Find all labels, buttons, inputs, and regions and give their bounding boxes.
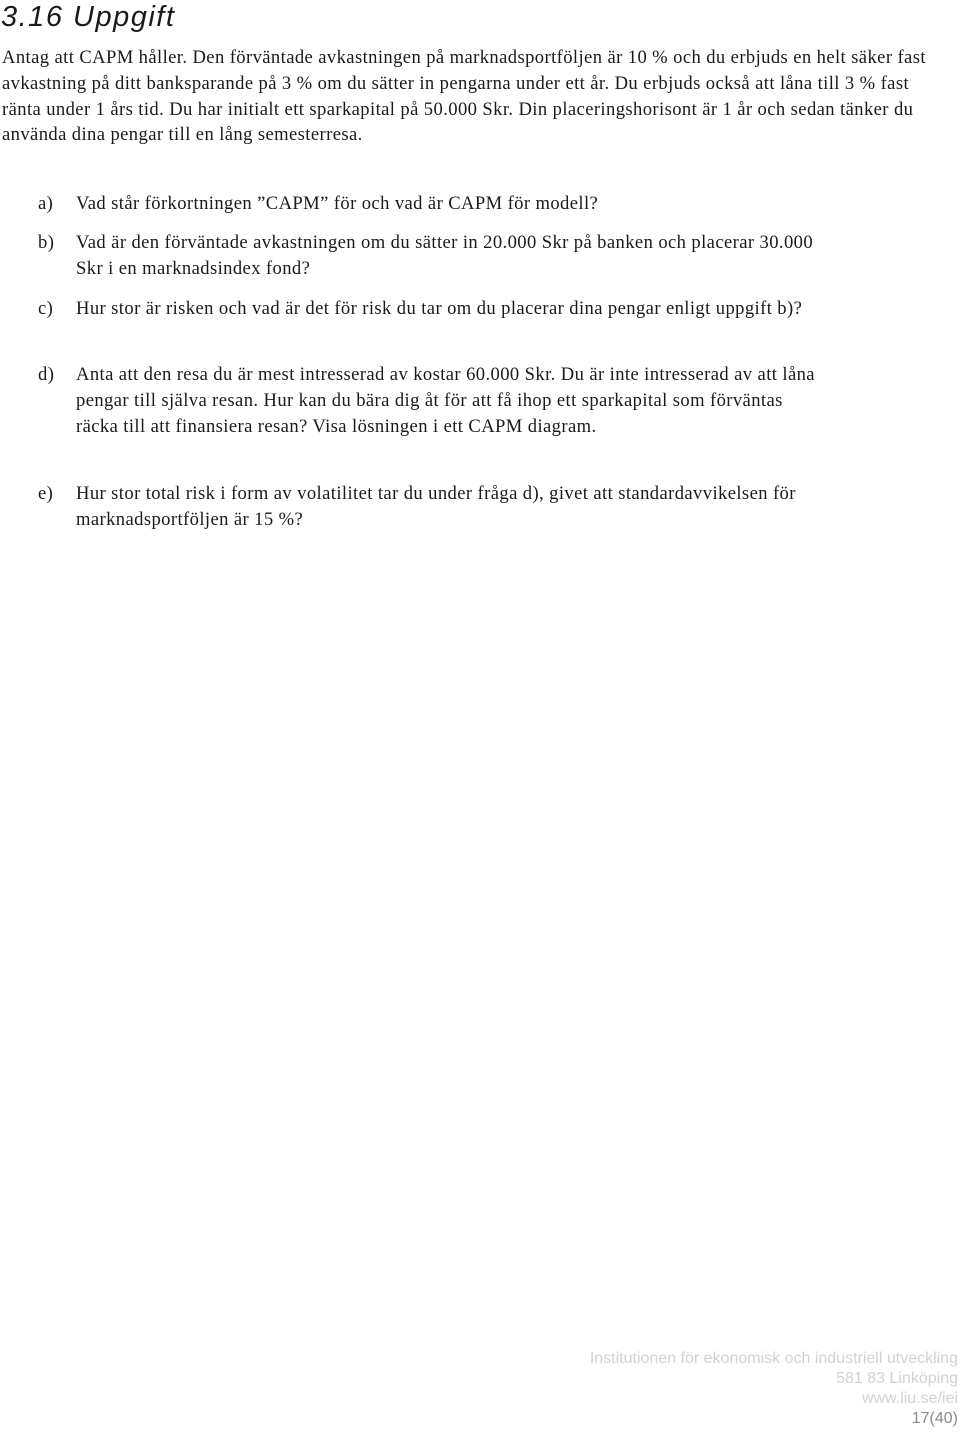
- page-title: 3.16 Uppgift: [1, 1, 176, 33]
- task-letter: e): [38, 483, 54, 504]
- task-text: Hur stor total risk i form av volatilitet tar du under fråga d), givet att standardavvikelsen för marknadsportföljen är 15 %?: [76, 483, 796, 530]
- task-letter: d): [38, 364, 55, 385]
- task-text: Hur stor är risken och vad är det för risk du tar om du placerar dina pengar enligt uppgift b)?: [76, 298, 803, 319]
- task-letter: c): [38, 298, 54, 319]
- intro-paragraph: Antag att CAPM håller. Den förväntade avkastningen på marknadsportföljen är 10 % och du erbjuds en helt säker fast avkastning på ditt banksparande på 3 % om du sätter in pengarna under ett år. Du erbjuds också att låna till 3 % fast ränta under 1 års tid. Du har initialt ett sparkapital på 50.000 Skr. Din placeringshorisont är 1 år och sedan tänker du använda dina pengar till en lång semesterresa.: [2, 47, 926, 146]
- footer-address: 581 83 Linköping: [836, 1370, 958, 1387]
- task-text: Vad är den förväntade avkastningen om du sätter in 20.000 Skr på banken och placerar 30.000 Skr i en marknadsindex fond?: [76, 232, 814, 279]
- task-letter: a): [38, 193, 54, 214]
- task-text: Vad står förkortningen ”CAPM” för och vad är CAPM för modell?: [76, 193, 599, 214]
- footer-website: www.liu.se/iei: [861, 1390, 958, 1407]
- footer-institution: Institutionen för ekonomisk och industriell utveckling: [589, 1350, 958, 1367]
- page-footer: [590, 1349, 958, 1429]
- page-number: 17(40): [911, 1410, 958, 1427]
- task-letter: b): [38, 232, 55, 253]
- task-text: Anta att den resa du är mest intresserad av kostar 60.000 Skr. Du är inte intresserad av att låna pengar till själva resan. Hur kan du bära dig åt för att få ihop ett sparkapital som förväntas räcka till att finansiera resan? Visa lösningen i ett CAPM diagram.: [76, 364, 815, 437]
